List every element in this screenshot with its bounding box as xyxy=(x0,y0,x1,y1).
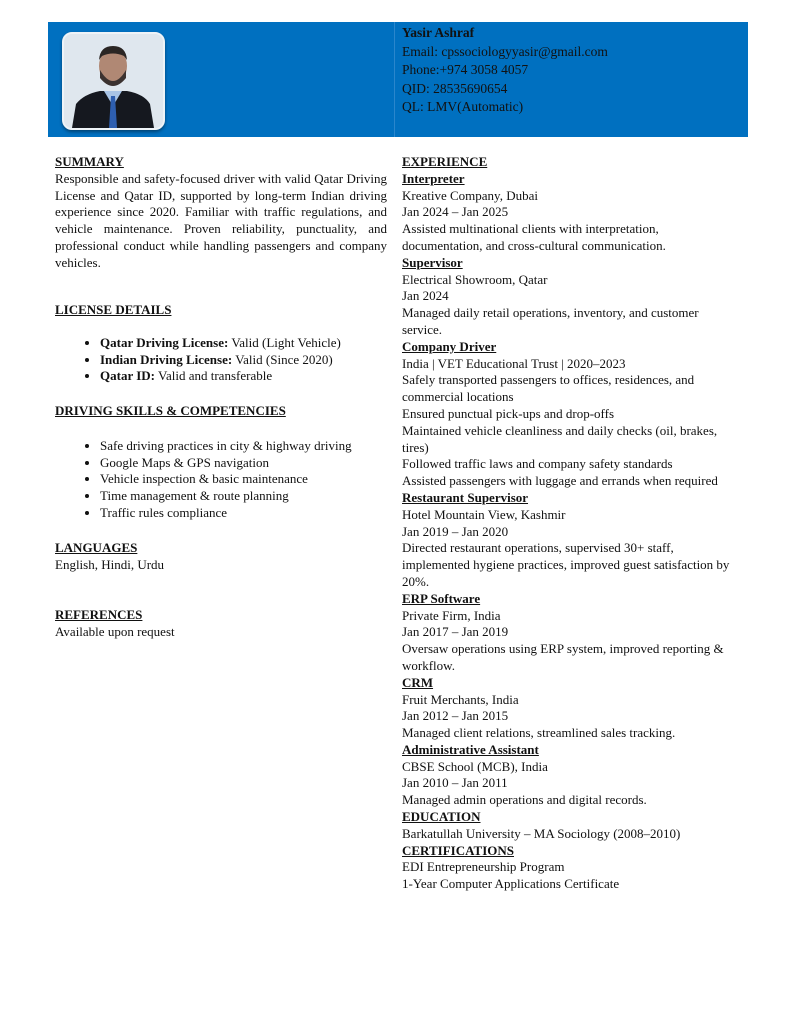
job-line: Jan 2017 – Jan 2019 xyxy=(402,624,509,640)
skills-section xyxy=(55,403,387,522)
summary-text: Responsible and safety-focused driver with valid Qatar Driving License and Qatar ID, supported by long-term Indian driving experience since 2020. Familiar with traffic regulations, and vehicle maintenance. Proven reliability, punctuality, and professional conduct while handling passengers and company vehicles. xyxy=(55,170,387,270)
job-line: Assisted passengers with luggage and errands when required xyxy=(402,473,718,489)
job-line: Managed client relations, streamlined sales tracking. xyxy=(402,725,676,741)
skill-item: • Traffic rules compliance xyxy=(100,505,387,522)
job-line: Jan 2010 – Jan 2011 xyxy=(402,775,508,791)
certification-line: EDI Entrepreneurship Program xyxy=(402,859,565,875)
skill-item: • Google Maps & GPS navigation xyxy=(100,455,387,472)
references-heading: REFERENCES xyxy=(55,607,143,622)
education-line: Barkatullah University – MA Sociology (2008–2010) xyxy=(402,825,681,841)
job-line: Followed traffic laws and company safety standards xyxy=(402,456,673,472)
job-line: Oversaw operations using ERP system, improved reporting & workflow. xyxy=(402,641,724,673)
skill-item: • Time management & route planning xyxy=(100,488,387,505)
qid: QID: 28535690654 xyxy=(402,80,508,96)
job-line: Hotel Mountain View, Kashmir xyxy=(402,506,566,522)
job-line: Safely transported passengers to offices, residences, and commercial locations xyxy=(402,372,695,405)
job-line: India | VET Educational Trust | 2020–2023 xyxy=(402,355,626,371)
job-line: Directed restaurant operations, supervised 30+ staff, implemented hygiene practices, improved guest satisfaction by 20%. xyxy=(402,540,730,589)
header-divider xyxy=(394,22,395,137)
job-line: Fruit Merchants, India xyxy=(402,691,519,707)
job-line: Managed admin operations and digital records. xyxy=(402,792,647,808)
job-line: Jan 2012 – Jan 2015 xyxy=(402,708,509,724)
job-line: Ensured punctual pick-ups and drop-offs xyxy=(402,405,615,421)
experience-column xyxy=(402,154,732,893)
job-line: CBSE School (MCB), India xyxy=(402,758,548,774)
license-item: • Qatar ID: Valid and transferable xyxy=(100,368,387,385)
certifications-heading: CERTIFICATIONS xyxy=(402,842,514,858)
job-line: Assisted multinational clients with interpretation, documentation, and cross-cultural communication. xyxy=(402,221,666,253)
education-heading: EDUCATION xyxy=(402,809,481,825)
job-title: Administrative Assistant xyxy=(402,741,539,757)
languages-section xyxy=(55,540,387,574)
job-line: Kreative Company, Dubai xyxy=(402,187,538,203)
skills-heading: DRIVING SKILLS & COMPETENCIES xyxy=(55,403,286,418)
job-line: Jan 2024 xyxy=(402,288,449,304)
certification-line: 1-Year Computer Applications Certificate xyxy=(402,876,620,892)
candidate-name: Yasir Ashraf xyxy=(402,25,475,40)
ql: QL: LMV(Automatic) xyxy=(402,99,524,114)
skill-item: • Vehicle inspection & basic maintenance xyxy=(100,471,387,488)
license-section xyxy=(55,302,387,385)
job-line: Private Firm, India xyxy=(402,607,501,623)
job-title: ERP Software xyxy=(402,590,481,606)
experience-heading: EXPERIENCE xyxy=(402,154,488,169)
job-line: Electrical Showroom, Qatar xyxy=(402,271,548,287)
references-section xyxy=(55,607,387,641)
languages-text: English, Hindi, Urdu xyxy=(55,556,165,572)
job-line: Jan 2019 – Jan 2020 xyxy=(402,523,509,539)
job-title: Supervisor xyxy=(402,254,463,270)
contact-info xyxy=(402,24,608,117)
references-text: Available upon request xyxy=(55,623,175,639)
job-title: Restaurant Supervisor xyxy=(402,489,529,505)
job-line: Managed daily retail operations, inventory, and customer service. xyxy=(402,305,699,337)
phone: Phone:+974 3058 4057 xyxy=(402,62,529,77)
license-item: • Indian Driving License: Valid (Since 2020) xyxy=(100,352,387,369)
email: Email: cpssociologyyasir@gmail.com xyxy=(402,43,608,59)
header-band xyxy=(48,22,748,137)
job-title: Company Driver xyxy=(402,338,497,354)
profile-photo xyxy=(62,32,165,130)
skill-item: • Safe driving practices in city & highway driving xyxy=(100,438,387,455)
job-line: Maintained vehicle cleanliness and daily checks (oil, brakes, tires) xyxy=(402,422,718,455)
license-heading: LICENSE DETAILS xyxy=(55,302,172,317)
languages-heading: LANGUAGES xyxy=(55,540,138,555)
job-title: Interpreter xyxy=(402,170,465,186)
job-title: CRM xyxy=(402,674,434,690)
license-item: • Qatar Driving License: Valid (Light Vehicle) xyxy=(100,335,387,352)
summary-section xyxy=(55,154,387,272)
job-line: Jan 2024 – Jan 2025 xyxy=(402,204,509,220)
summary-heading: SUMMARY xyxy=(55,154,124,169)
